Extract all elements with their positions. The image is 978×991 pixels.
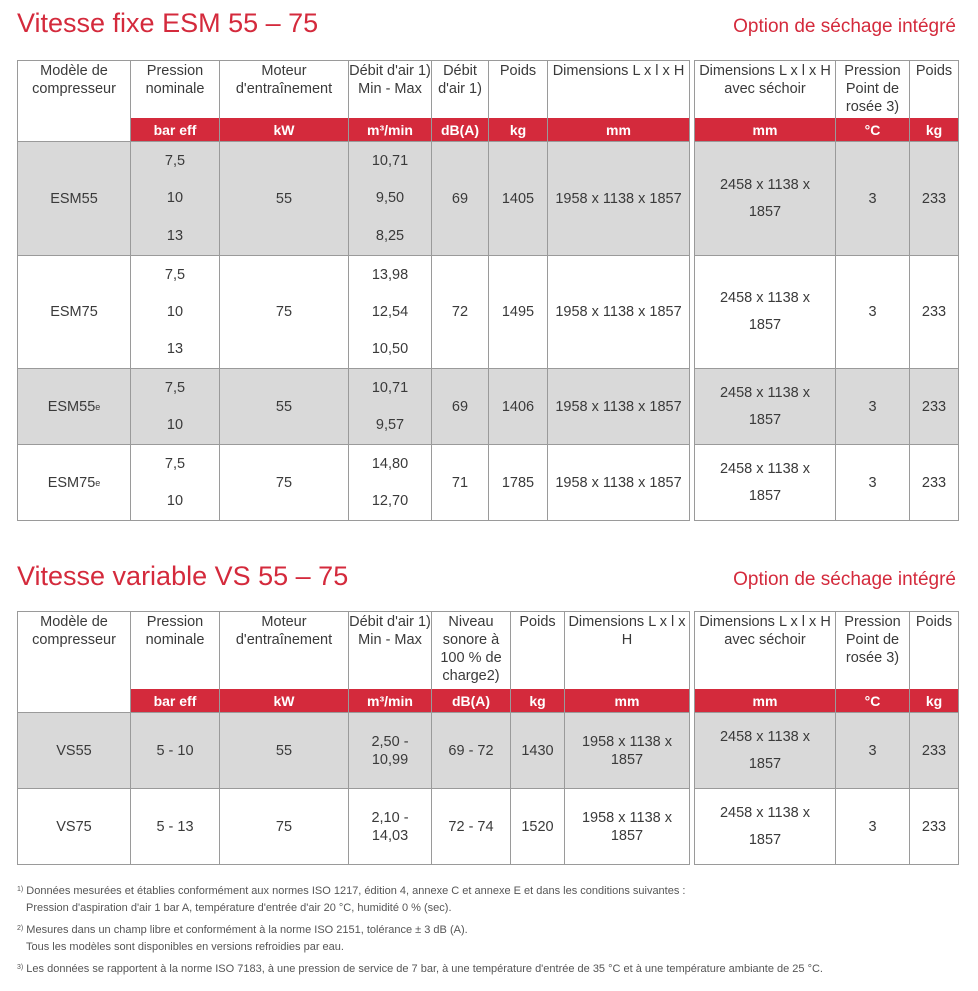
dimensions-cell: 1958 x 1138 x 1857 xyxy=(555,474,682,491)
column-header: Débit d'air 1) xyxy=(438,63,482,97)
dimensions-cell: 1958 x 1138 x 1857 xyxy=(581,733,673,768)
pressure-value: 7,5 xyxy=(164,266,186,283)
model-cell: VS55 xyxy=(56,742,92,759)
model-cell: ESM55 xyxy=(50,190,98,207)
unit-cell: mm xyxy=(547,118,690,141)
table-row-rule xyxy=(694,788,959,789)
motor-cell: 75 xyxy=(275,474,293,491)
unit-cell: °C xyxy=(835,118,910,141)
dryer-dimensions-cell: 2458 x 1138 x 1857 xyxy=(719,728,811,772)
column-header: Poids xyxy=(519,614,556,630)
table-vertical-rule xyxy=(909,611,910,864)
table-vertical-rule xyxy=(689,611,690,864)
pressure-cell xyxy=(131,369,219,444)
column-header: Pression nominale xyxy=(145,614,205,648)
flow-cell: 2,10 - 14,03 xyxy=(371,809,409,844)
table-row-rule xyxy=(17,788,690,789)
noise-cell: 71 xyxy=(451,474,469,491)
flow-value: 12,54 xyxy=(371,303,409,320)
flow-cell xyxy=(349,445,431,520)
variable-speed-title: Vitesse variable VS 55 – 75 xyxy=(17,561,349,591)
column-header: Moteur d'entraînement xyxy=(235,614,333,648)
table-vertical-rule xyxy=(547,60,548,520)
unit-cell: bar eff xyxy=(130,118,220,141)
table-vertical-rule xyxy=(348,60,349,520)
fixed-dryer-option-label: Option de séchage intégré xyxy=(733,16,956,37)
table-row-rule xyxy=(17,368,690,369)
fixed-speed-title: Vitesse fixe ESM 55 – 75 xyxy=(17,8,319,38)
pressure-value: 13 xyxy=(166,341,184,358)
table-vertical-rule xyxy=(219,60,220,520)
table-row-rule xyxy=(694,864,959,865)
dimensions-cell: 1958 x 1138 x 1857 xyxy=(581,809,673,844)
table-vertical-rule xyxy=(689,60,690,520)
table-vertical-rule xyxy=(958,611,959,864)
pressure-value: 10 xyxy=(166,190,184,207)
column-header: Modèle de compresseur xyxy=(32,63,116,97)
dew-point-cell: 3 xyxy=(868,398,877,415)
table-top-rule xyxy=(694,611,959,612)
weight-cell: 1785 xyxy=(501,474,535,491)
weight-cell: 1520 xyxy=(521,818,554,835)
table-unit-rule xyxy=(17,141,690,142)
table-top-rule xyxy=(17,60,690,61)
noise-cell: 72 - 74 xyxy=(448,818,494,835)
unit-cell: kW xyxy=(219,689,349,712)
column-header: Pression nominale xyxy=(145,63,205,97)
dryer-dimensions-cell: 2458 x 1138 x 1857 xyxy=(719,290,811,333)
table-vertical-rule xyxy=(958,60,959,520)
noise-cell: 72 xyxy=(451,304,469,320)
table-vertical-rule xyxy=(564,611,565,864)
dryer-weight-cell: 233 xyxy=(921,742,947,759)
dimensions-cell: 1958 x 1138 x 1857 xyxy=(555,190,682,207)
model-cell: VS75 xyxy=(56,818,92,835)
unit-cell: kg xyxy=(909,689,959,712)
flow-value: 9,50 xyxy=(375,190,405,207)
footnote-3-mark: 3) xyxy=(17,964,24,971)
column-header: Débit d'air 1) Min - Max xyxy=(349,614,431,648)
dew-point-cell: 3 xyxy=(868,818,877,835)
weight-cell: 1406 xyxy=(501,398,535,415)
pressure-value: 7,5 xyxy=(164,152,186,169)
table-row-rule xyxy=(694,368,959,369)
footnote-3-line-1: Les données se rapportent à la norme ISO 7183, à une pression de service de 7 bar, à une température d'entrée de 35 °C et à une température ambiante de 25 °C. xyxy=(26,963,823,975)
dryer-weight-cell: 233 xyxy=(921,304,947,320)
pressure-value: 10 xyxy=(166,493,184,510)
table-vertical-rule xyxy=(835,611,836,864)
table-vertical-rule xyxy=(510,611,511,864)
dryer-weight-cell: 233 xyxy=(921,818,947,835)
flow-cell xyxy=(349,369,431,444)
footnote-1 xyxy=(17,881,967,900)
column-header: Poids xyxy=(915,614,953,630)
motor-cell: 55 xyxy=(275,398,293,415)
dryer-weight-cell: 233 xyxy=(921,190,947,207)
pressure-value: 7,5 xyxy=(164,379,186,396)
dew-point-cell: 3 xyxy=(868,474,877,491)
unit-cell: m³/min xyxy=(348,689,432,712)
column-header: Dimensions L x l x H xyxy=(568,614,686,648)
unit-cell: m³/min xyxy=(348,118,432,141)
pressure-cell: 5 - 13 xyxy=(156,818,194,835)
footnote-2 xyxy=(17,920,967,939)
table-vertical-rule xyxy=(431,60,432,520)
motor-cell: 55 xyxy=(275,742,293,759)
table-row-rule xyxy=(17,864,690,865)
pressure-cell: 5 - 10 xyxy=(156,742,194,759)
noise-cell: 69 - 72 xyxy=(448,742,494,759)
flow-value: 14,80 xyxy=(371,455,409,472)
footnote-1-line-1: Données mesurées et établies conformément aux normes ISO 1217, édition 4, annexe C et annexe E et dans les conditions suivantes : xyxy=(26,885,686,897)
dryer-weight-cell: 233 xyxy=(921,474,947,491)
flow-value: 10,71 xyxy=(371,379,409,396)
weight-cell: 1405 xyxy=(501,190,535,207)
noise-cell: 69 xyxy=(451,190,469,207)
footnote-2-cont xyxy=(17,939,967,956)
column-header: Poids xyxy=(499,63,537,79)
model-cell: ESM55 e xyxy=(47,398,101,415)
table-vertical-rule xyxy=(130,60,131,520)
table-vertical-rule xyxy=(17,611,18,864)
footnote-2-line-2: Tous les modèles sont disponibles en versions refroidies par eau. xyxy=(26,941,344,953)
table-unit-rule xyxy=(694,141,959,142)
variable-speed-table xyxy=(17,611,959,865)
table-unit-rule xyxy=(17,712,690,713)
weight-cell: 1430 xyxy=(521,742,554,759)
dew-point-cell: 3 xyxy=(868,190,877,207)
flow-cell xyxy=(349,142,431,255)
column-header: Moteur d'entraînement xyxy=(235,63,333,97)
unit-cell: kg xyxy=(909,118,959,141)
dryer-dimensions-cell: 2458 x 1138 x 1857 xyxy=(719,384,811,428)
table-row-rule xyxy=(17,255,690,256)
noise-cell: 69 xyxy=(451,398,469,415)
table-row-rule xyxy=(694,520,959,521)
unit-cell: dB(A) xyxy=(431,689,511,712)
fixed-speed-table xyxy=(17,60,959,521)
motor-cell: 75 xyxy=(275,818,293,835)
unit-cell: kW xyxy=(219,118,349,141)
dryer-dimensions-cell: 2458 x 1138 x 1857 xyxy=(719,460,811,504)
unit-cell: bar eff xyxy=(130,689,220,712)
dryer-dimensions-cell: 2458 x 1138 x 1857 xyxy=(719,804,811,848)
footnote-2-mark: 2) xyxy=(17,925,24,932)
flow-cell xyxy=(349,256,431,368)
pressure-cell xyxy=(131,256,219,368)
pressure-value: 10 xyxy=(166,417,184,434)
pressure-cell xyxy=(131,142,219,255)
table-vertical-rule xyxy=(835,60,836,520)
flow-value: 12,70 xyxy=(371,493,409,510)
flow-value: 9,57 xyxy=(375,417,405,434)
table-vertical-rule xyxy=(348,611,349,864)
pressure-value: 13 xyxy=(166,228,184,245)
table-top-rule xyxy=(694,60,959,61)
column-header: Dimensions L x l x H avec séchoir xyxy=(699,63,831,97)
footnote-1-mark: 1) xyxy=(17,886,24,893)
table-vertical-rule xyxy=(219,611,220,864)
footnote-1-cont xyxy=(17,900,967,917)
column-header: Pression Point de rosée 3) xyxy=(844,614,901,666)
column-header: Modèle de compresseur xyxy=(32,614,116,648)
unit-cell: kg xyxy=(510,689,565,712)
column-header: Dimensions L x l x H avec séchoir xyxy=(699,614,831,648)
unit-cell: mm xyxy=(564,689,690,712)
pressure-cell xyxy=(131,445,219,520)
weight-cell: 1495 xyxy=(501,304,535,320)
table-vertical-rule xyxy=(130,611,131,864)
table-unit-rule xyxy=(694,712,959,713)
dew-point-cell: 3 xyxy=(868,742,877,759)
motor-cell: 55 xyxy=(275,190,293,207)
footnote-2-line-1: Mesures dans un champ libre et conformément à la norme ISO 2151, tolérance ± 3 dB (A). xyxy=(26,924,468,936)
dryer-dimensions-cell: 2458 x 1138 x 1857 xyxy=(719,176,811,220)
table-row-rule xyxy=(17,520,690,521)
table-row-rule xyxy=(694,444,959,445)
column-header: Dimensions L x l x H xyxy=(552,63,685,79)
pressure-value: 10 xyxy=(166,303,184,320)
table-vertical-rule xyxy=(694,611,695,864)
dryer-weight-cell: 233 xyxy=(921,398,947,415)
footnotes xyxy=(17,881,967,978)
table-top-rule xyxy=(17,611,690,612)
model-cell: ESM75 xyxy=(50,304,98,320)
column-header: Poids xyxy=(915,63,953,79)
unit-cell: kg xyxy=(488,118,548,141)
flow-value: 10,50 xyxy=(371,341,409,358)
column-header: Pression Point de rosée 3) xyxy=(844,63,901,115)
variable-dryer-option-label: Option de séchage intégré xyxy=(733,569,956,590)
column-header: Niveau sonore à 100 % de charge2) xyxy=(440,614,502,684)
motor-cell: 75 xyxy=(275,304,293,320)
table-vertical-rule xyxy=(694,60,695,520)
table-vertical-rule xyxy=(431,611,432,864)
table-row-rule xyxy=(17,444,690,445)
flow-value: 10,71 xyxy=(371,152,409,169)
dimensions-cell: 1958 x 1138 x 1857 xyxy=(555,398,682,415)
unit-cell: dB(A) xyxy=(431,118,489,141)
pressure-value: 7,5 xyxy=(164,455,186,472)
model-cell: ESM75 e xyxy=(47,474,101,491)
dew-point-cell: 3 xyxy=(868,304,877,320)
unit-cell: mm xyxy=(694,118,836,141)
dimensions-cell: 1958 x 1138 x 1857 xyxy=(555,304,682,320)
table-row-rule xyxy=(694,255,959,256)
unit-cell: °C xyxy=(835,689,910,712)
footnote-3 xyxy=(17,959,967,978)
footnote-1-line-2: Pression d'aspiration d'air 1 bar A, température d'entrée d'air 20 °C, humidité 0 % (sec). xyxy=(26,902,452,914)
flow-cell: 2,50 - 10,99 xyxy=(371,733,409,768)
flow-value: 8,25 xyxy=(375,228,405,245)
unit-cell: mm xyxy=(694,689,836,712)
table-vertical-rule xyxy=(17,60,18,520)
flow-value: 13,98 xyxy=(371,266,409,283)
table-vertical-rule xyxy=(488,60,489,520)
column-header: Débit d'air 1) Min - Max xyxy=(349,63,431,97)
table-vertical-rule xyxy=(909,60,910,520)
